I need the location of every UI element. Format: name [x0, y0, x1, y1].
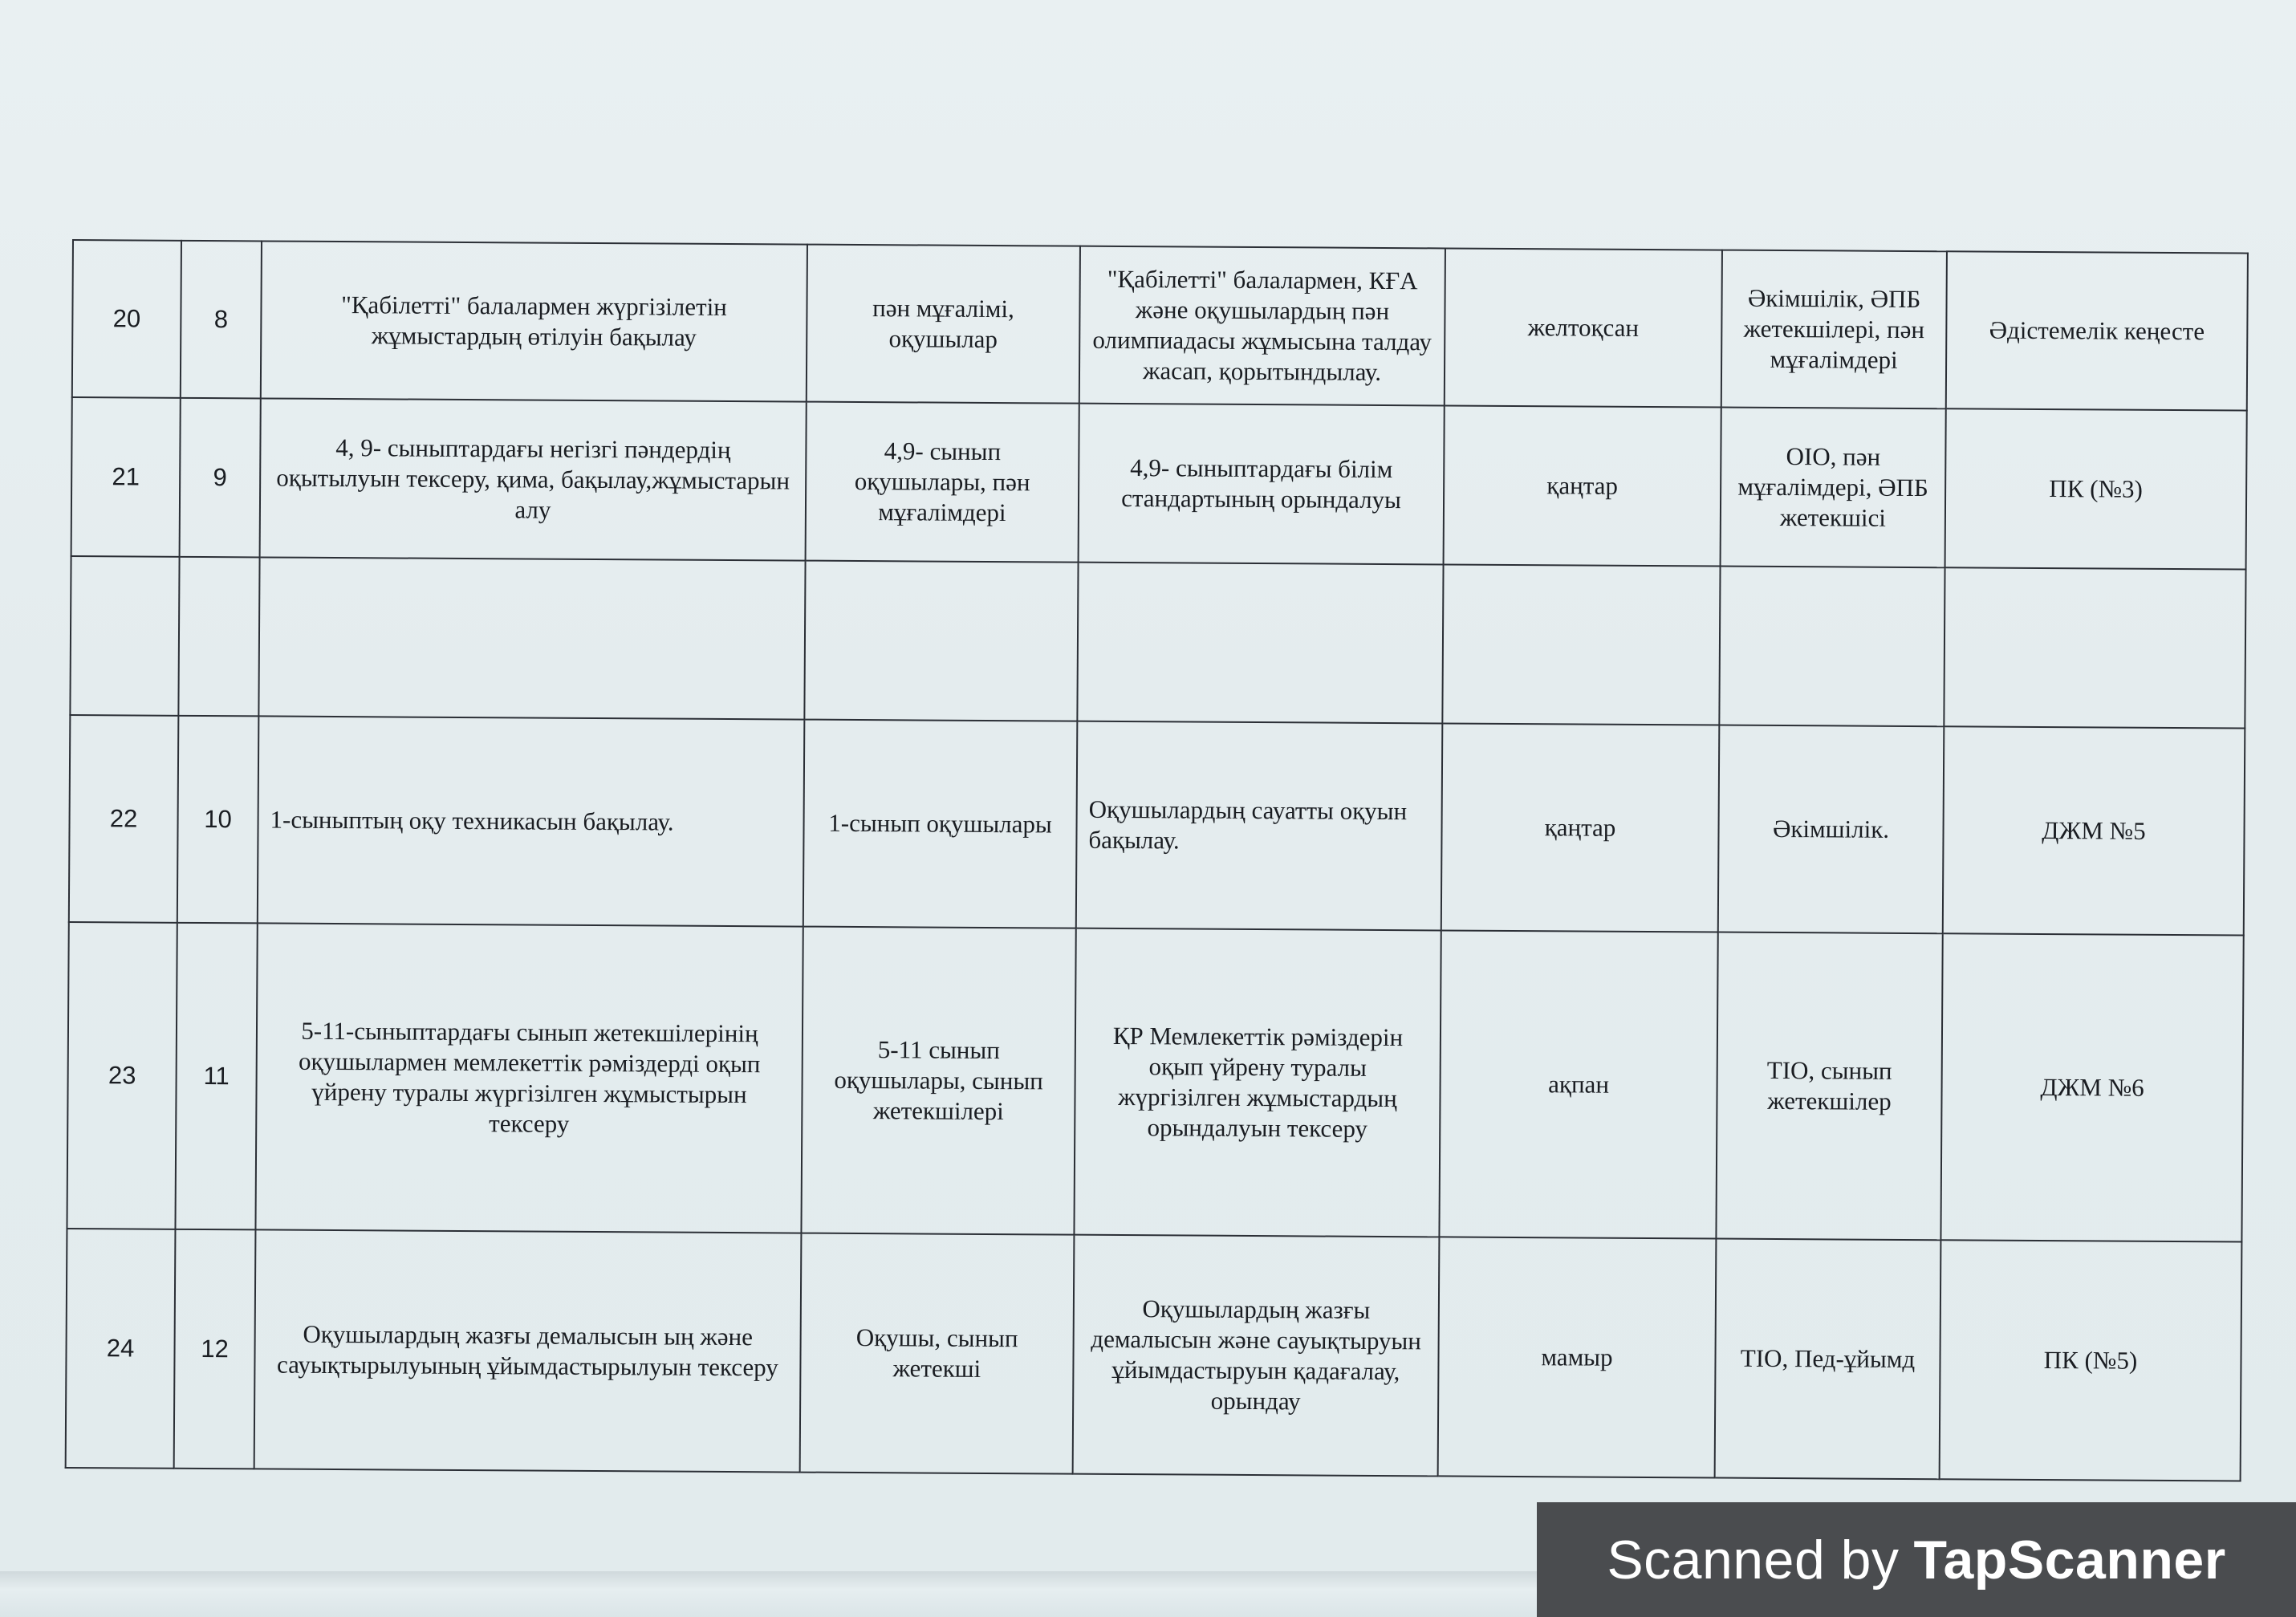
row-subnumber: [178, 557, 259, 717]
row-result: ДЖМ №5: [1943, 726, 2245, 935]
paper-bottom-edge: [0, 1571, 1541, 1617]
row-goal: Оқушылардың сауатты оқуын бақылау.: [1076, 721, 1443, 931]
row-topic: 1-сыныптың оқу техникасын бақылау.: [258, 716, 805, 926]
table-row-empty: [70, 556, 2245, 729]
row-number: 21: [71, 397, 181, 557]
scanner-watermark: [1537, 1502, 2296, 1617]
row-month: ақпан: [1439, 930, 1717, 1238]
row-number: 20: [72, 240, 181, 398]
row-subnumber: 10: [177, 716, 259, 924]
row-subnumber: 12: [174, 1229, 256, 1469]
row-number: 23: [67, 922, 177, 1229]
row-responsible: [1719, 567, 1944, 727]
row-participants: 1-сынып оқушылары: [803, 720, 1078, 928]
row-subnumber: 9: [180, 398, 261, 558]
watermark-brand: TapScanner: [1913, 1529, 2226, 1591]
row-goal: 4,9- сыныптардағы білім стандартының орындалуы: [1079, 404, 1445, 565]
row-topic: 4, 9- сыныптардағы негізгі пәндердің оқытылуын тексеру, қима, бақылау,жұмыстарын алу: [260, 398, 807, 560]
row-topic: 5-11-сыныптардағы сынып жетекшілерінің оқушылармен мемлекеттік рәміздерді оқып үйрену туралы жүргізілген жұмыстырын тексеру: [255, 923, 803, 1233]
row-month: желтоқсан: [1445, 248, 1722, 407]
row-responsible: Әкімшілік, ӘПБ жетекшілері, пән мұғалімдері: [1721, 250, 1947, 409]
watermark-prefix: Scanned by: [1607, 1529, 1900, 1591]
row-participants: 5-11 сынып оқушылары, сынып жетекшілері: [801, 927, 1075, 1235]
row-number: 22: [69, 715, 179, 923]
row-goal: "Қабілетті" балалармен, КҒА және оқушылардың пән олимпиадасы жұмысына талдау жасап, қорытындылау.: [1079, 246, 1445, 406]
table-row: [66, 1229, 2242, 1481]
row-month: қаңтар: [1441, 723, 1720, 932]
row-result: [1944, 567, 2245, 728]
row-result: ПК (№3): [1945, 408, 2247, 569]
row-responsible: ТІО, сынып жетекшілер: [1716, 932, 1942, 1241]
row-responsible: ОІО, пән мұғалімдері, ӘПБ жетекшісі: [1721, 408, 1946, 568]
row-number: 24: [66, 1229, 176, 1469]
row-result: Әдістемелік кеңесте: [1946, 251, 2248, 410]
table-row: [71, 397, 2247, 570]
row-result: ДЖМ №6: [1940, 933, 2243, 1241]
row-goal: Оқушылардың жазғы демалысын және сауықтыруын ұйымдастыруын қадағалау, орындау: [1073, 1235, 1440, 1477]
plan-table: [65, 239, 2249, 1482]
table-row: [67, 922, 2243, 1242]
row-month: қаңтар: [1444, 405, 1721, 566]
row-month: [1442, 564, 1720, 725]
row-topic: Оқушылардың жазғы демалысын ың және сауықтырылуының ұйымдастырылуын тексеру: [254, 1229, 802, 1472]
row-participants: 4,9- сынып оқушылары, пән мұғалімдері: [806, 402, 1079, 563]
row-goal: ҚР Мемлекеттік рәміздерін оқып үйрену туралы жүргізілген жұмыстардың орындалуын тексеру: [1074, 928, 1441, 1237]
row-participants: пән мұғалімі, оқушылар: [807, 245, 1080, 404]
row-result: ПК (№5): [1940, 1240, 2242, 1481]
row-subnumber: 11: [175, 923, 257, 1230]
table-row: [69, 715, 2245, 936]
row-goal: [1077, 563, 1443, 724]
row-responsible: ТІО, Пед-ұйымд: [1715, 1239, 1941, 1480]
row-subnumber: 8: [181, 241, 262, 399]
row-topic: "Қабілетті" балалармен жүргізілетін жұмыстардың өтілуін бақылау: [261, 241, 807, 401]
row-month: мамыр: [1438, 1237, 1717, 1477]
row-responsible: Әкімшілік.: [1718, 725, 1944, 934]
row-participants: Оқушы, сынып жетекші: [800, 1233, 1075, 1474]
row-participants: [804, 561, 1078, 721]
table-row: [72, 240, 2248, 411]
row-topic: [258, 557, 805, 719]
row-number: [70, 556, 179, 716]
